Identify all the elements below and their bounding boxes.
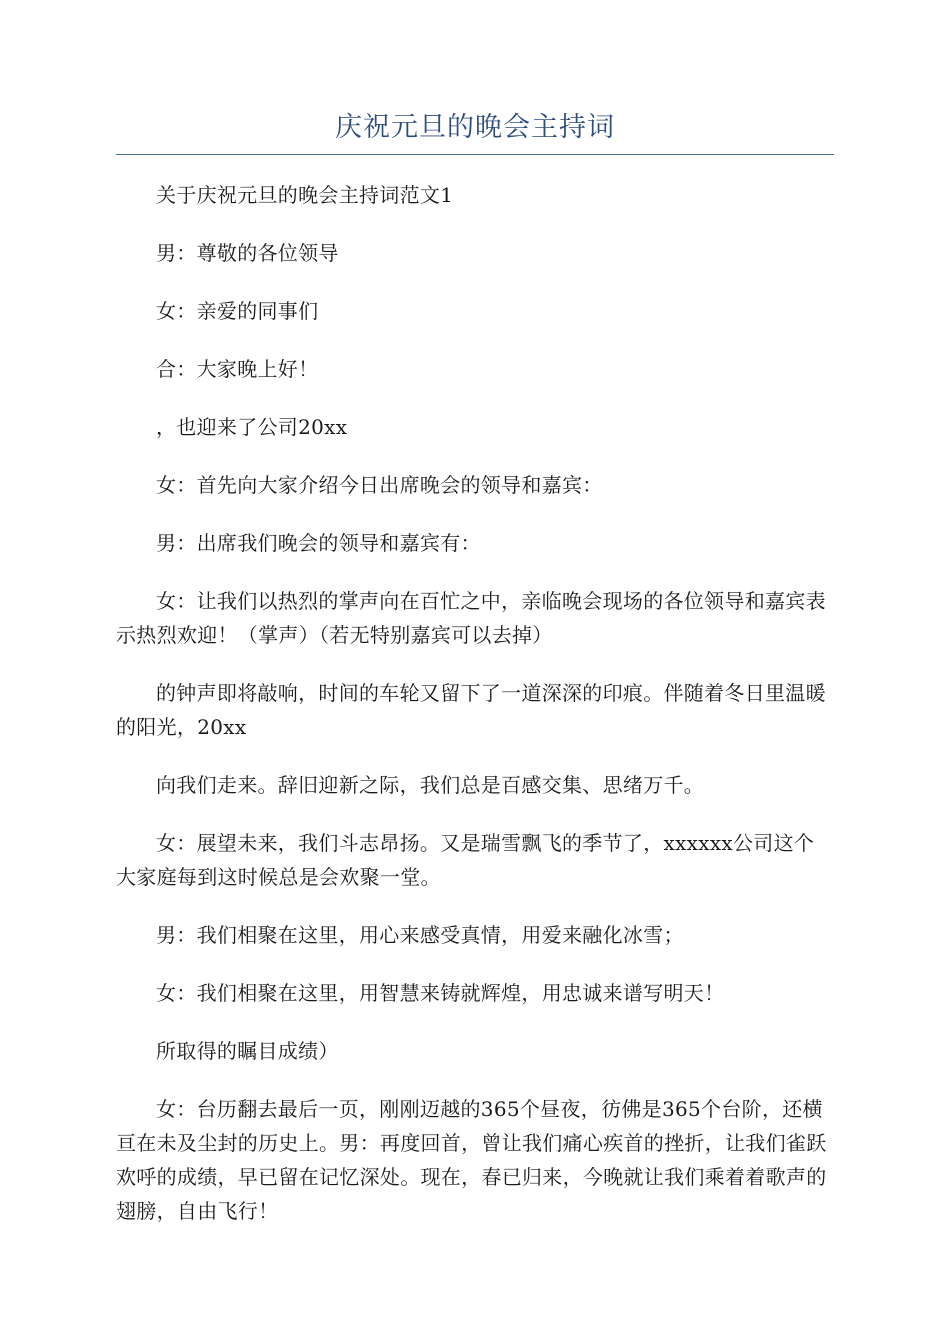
paragraph: 关于庆祝元旦的晚会主持词范文1 <box>156 183 454 207</box>
paragraph: 男：尊敬的各位领导 <box>156 241 339 265</box>
paragraph: 男：出席我们晚会的领导和嘉宾有： <box>156 531 481 555</box>
document-title: 庆祝元旦的晚会主持词 <box>335 112 615 143</box>
paragraph: 女：首先向大家介绍今日出席晚会的领导和嘉宾： <box>156 473 603 497</box>
paragraph: 女：台历翻去最后一页，刚刚迈越的365个昼夜，彷佛是365个台阶，还横亘在未及尘封的历史上。男：再度回首，曾让我们痛心疾首的挫折，让我们雀跃欢呼的成绩，早已留在记忆深处。现在，春已归来，今晚就让我们乘着着歌声的翅膀，自由飞行！ <box>116 1097 827 1223</box>
paragraph: 所取得的瞩目成绩） <box>156 1039 339 1063</box>
paragraph: 女：展望未来，我们斗志昂扬。又是瑞雪飘飞的季节了，xxxxxx公司这个大家庭每到这时候总是会欢聚一堂。 <box>116 831 815 889</box>
paragraph: 男：我们相聚在这里，用心来感受真情，用爱来融化冰雪； <box>156 923 684 947</box>
paragraph: 合：大家晚上好！ <box>156 357 319 381</box>
paragraph: 向我们走来。辞旧迎新之际，我们总是百感交集、思绪万千。 <box>156 773 705 797</box>
title-underline <box>116 154 834 155</box>
paragraph: 女：让我们以热烈的掌声向在百忙之中，亲临晚会现场的各位领导和嘉宾表示热烈欢迎！（掌声）（若无特别嘉宾可以去掉） <box>116 589 826 647</box>
paragraph: 女：我们相聚在这里，用智慧来铸就辉煌，用忠诚来谱写明天！ <box>156 981 725 1005</box>
paragraph: 女：亲爱的同事们 <box>156 299 319 323</box>
document-body <box>116 178 834 1252</box>
paragraph: ，也迎来了公司20xx <box>156 415 348 439</box>
paragraph: 的钟声即将敲响，时间的车轮又留下了一道深深的印痕。伴随着冬日里温暖的阳光，20xx <box>116 681 826 739</box>
